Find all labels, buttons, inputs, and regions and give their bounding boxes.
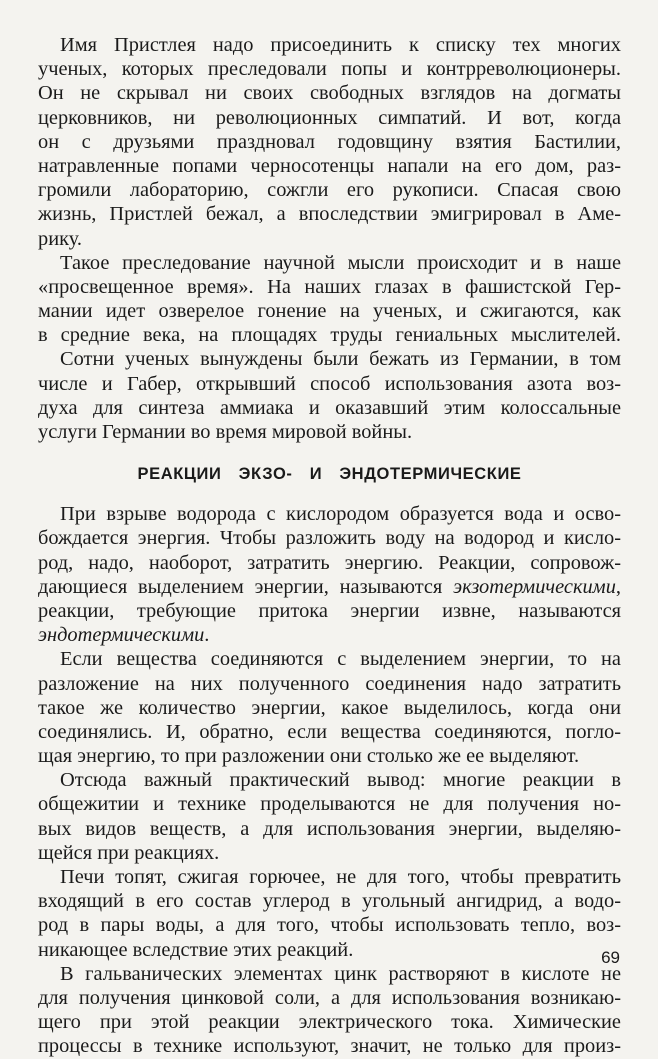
text-line [38,575,621,599]
paragraph-scientists [38,347,621,444]
text-line: Отсюда важный практический вывод: многие реакции в [60,769,621,792]
text-line: никающее вследствие этих реакций. [38,938,354,961]
text-line: «просвещенное время». На наших глазах в фашистской Гер- [38,275,621,298]
text-line: мании идет озверелое гонение на ученых, и сжигаются, как [38,300,621,323]
text-line: род, надо, наоборот, затратить энергию. Реакции, сопровож- [38,551,621,574]
text-line: Он не скрывал ни своих свободных взглядов на догматы [38,82,621,105]
text-line: входящий в его состав углерод в угольный ангидрид, а водо- [38,890,621,913]
text-line [38,623,621,647]
text-line: щейся при реакциях. [38,841,220,864]
text-run: , [615,575,621,598]
text-run: дающиеся выделением энергии, называются [38,575,454,598]
text-line: он с друзьями праздновал годовщину взятия Бастилии, [38,130,621,153]
text-run: . [204,624,210,647]
text-line: Печи топят, сжигая горючее, не для того, чтобы превратить [60,866,621,888]
paragraph-stoves [38,865,621,962]
text-line: такое же количество энергии, какое выделилось, когда они [38,696,621,719]
text-line: бождается энергия. Чтобы разложить воду на водород и кисло- [38,527,621,550]
text-line: При взрыве водорода с кислородом образуется вода и осво- [60,503,621,526]
section-heading: РЕАКЦИИ ЭКЗО- И ЭНДОТЕРМИЧЕСКИЕ [137,465,522,484]
text-line: в средние века, на площадях труды гениальных мыслителей. [38,324,621,347]
page-number: 69 [601,948,620,967]
text-line: процессы в технике используют, значит, не только для произ- [38,1035,621,1058]
text-line: ученых, которых преследовали попы и контрреволюционеры. [38,58,621,81]
text-line: вых видов веществ, а для использования энергии, выделяю- [38,817,621,840]
text-line: Сотни ученых вынуждены были бежать из Германии, в том [60,348,621,371]
text-line: рику. [38,227,82,250]
paragraph-exo-endo [38,502,621,647]
text-line: Если вещества соединяются с выделением энергии, то на [60,648,621,671]
text-line: Такое преследование научной мысли происходит и в наше [60,251,621,274]
text-line: реакции, требующие притока энергии извне, называются [38,599,621,622]
text-line: щего при этой реакции электрического тока. Химические [38,1011,621,1034]
paragraph-galvanic [38,962,621,1059]
text-line: церковников, ни революционных симпатий. И вот, когда [38,106,621,129]
text-line: В гальванических элементах цинк растворяют в кислоте не [60,962,621,985]
text-line: щая энергию, то при разложении они столько же ее выделяют. [38,745,580,768]
paragraph-persecution [38,251,621,348]
text-line: духа для синтеза аммиака и оказавший этим колоссальные [38,396,621,419]
term-endothermic: эндотермическими [38,624,205,647]
term-exothermic: экзотермическими [453,575,616,598]
text-line: громили лабораторию, сожгли его рукописи. Спасая свою [38,179,621,202]
text-line: род в пары воды, а для того, чтобы использовать тепло, воз- [38,914,621,937]
page-body [38,33,621,1059]
text-line: жизнь, Пристлей бежал, а впоследствии эмигрировал в Аме- [38,203,621,226]
text-line: натравленные попами черносотенцы напали на его дом, раз- [38,154,621,177]
text-line: общежитии и технике проделываются не для получения но- [38,793,621,816]
paragraph-decomposition [38,647,621,768]
text-line: Имя Пристлея надо присоединить к списку тех многих [60,34,621,56]
paragraph-practical-conclusion [38,768,621,865]
text-line: разложение на них полученного соединения надо затратить [38,672,621,695]
text-line: услуги Германии во время мировой войны. [38,421,413,443]
paragraph-priestley [38,33,621,251]
text-line: соединялись. И, обратно, если вещества соединяются, погло- [38,720,621,743]
text-line: числе и Габер, открывший способ использования азота воз- [38,372,621,395]
text-line: для получения цинковой соли, а для использования возникаю- [38,986,621,1009]
